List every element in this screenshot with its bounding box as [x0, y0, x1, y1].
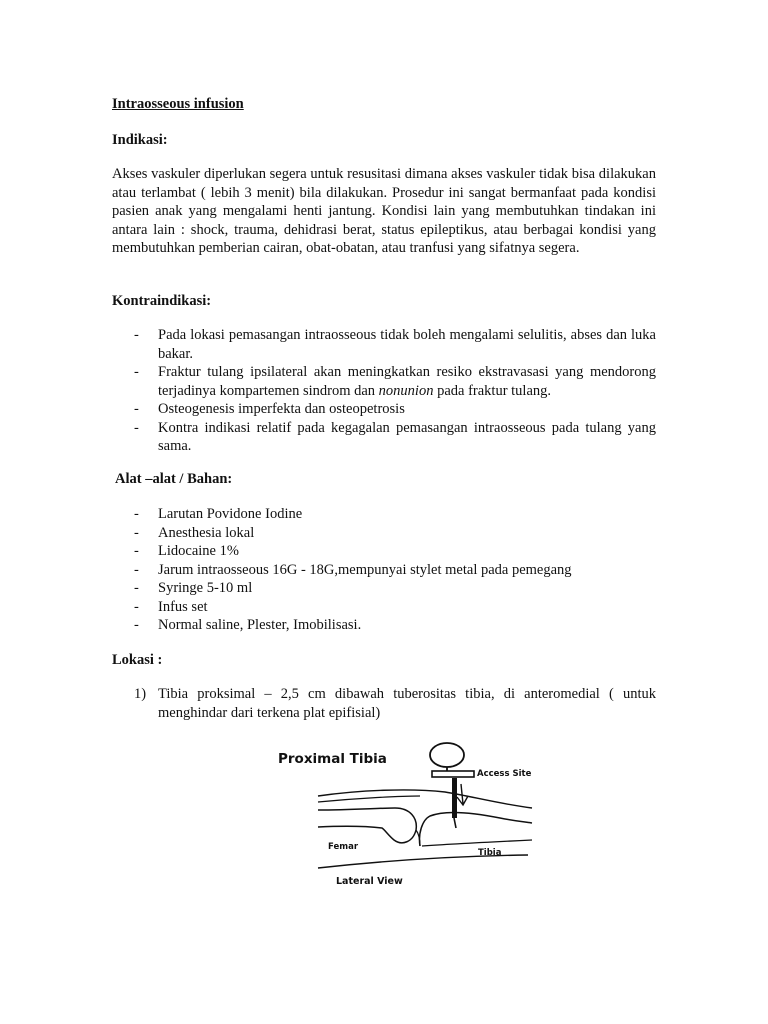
- list-item: [112, 542, 656, 561]
- kontraindikasi-list: [112, 326, 656, 456]
- list-item: [112, 363, 656, 400]
- indikasi-heading: Indikasi:: [112, 132, 168, 148]
- proximal-tibia-diagram: [270, 738, 550, 888]
- list-item: [112, 616, 656, 635]
- list-item: [112, 326, 656, 363]
- list-item-text: Anesthesia lokal: [158, 524, 255, 541]
- list-item: [112, 579, 656, 598]
- list-item-text: Osteogenesis imperfekta dan osteopetrosis: [158, 401, 405, 417]
- list-item: [112, 505, 656, 524]
- alat-list: [112, 505, 656, 635]
- needle-handle-icon: [432, 771, 474, 777]
- list-item-text: Syringe 5-10 ml: [158, 580, 253, 596]
- alat-heading: Alat –alat / Bahan:: [115, 471, 233, 487]
- list-number: 1): [134, 686, 147, 702]
- kontraindikasi-heading: Kontraindikasi:: [112, 293, 212, 309]
- list-item-text: Infus set: [158, 598, 208, 615]
- bullet-marker: -: [134, 524, 139, 541]
- list-item: [112, 685, 656, 722]
- bullet-marker: -: [134, 598, 139, 615]
- lokasi-heading: Lokasi :: [112, 652, 163, 668]
- bullet-marker: -: [134, 561, 139, 578]
- list-item-text: Jarum intraosseous 16G - 18G,mempunyai stylet metal pada pemegang: [158, 561, 572, 578]
- bullet-marker: -: [134, 419, 139, 436]
- list-item-text: Larutan Povidone Iodine: [158, 506, 303, 522]
- list-item-text: Normal saline, Plester, Imobilisasi.: [158, 617, 362, 633]
- bullet-marker: -: [134, 364, 139, 380]
- indikasi-paragraph: Akses vaskuler diperlukan segera untuk resusitasi dimana akses vaskuler tidak bisa dilakukan atau terlambat ( lebih 3 menit) bila dilakukan. Prosedur ini sangat bermanfaat pada kondisi pasien anak yang mengalami henti jantung. Kondisi lain yang membutuhkan tindakan ini antara lain : shock, trauma, dehidrasi berat, status epileptikus, atau berbagai kondisi yang membutuhkan pemberian cairan, obat-obatan, atau tranfusi yang sifatnya segera.: [112, 166, 656, 256]
- list-item-text: Pada lokasi pemasangan intraosseous tidak boleh mengalami selulitis, abses dan luka bakar.: [158, 327, 656, 362]
- list-item: [112, 400, 656, 419]
- list-item-text: Tibia proksimal – 2,5 cm dibawah tuberositas tibia, di anteromedial ( untuk menghindar dari terkena plat epifisial): [158, 686, 656, 721]
- list-item-text: Kontra indikasi relatif pada kegagalan pemasangan intraosseous pada tulang yang sama.: [158, 419, 656, 454]
- figure-title: Proximal Tibia: [278, 751, 387, 767]
- list-item: [112, 524, 656, 543]
- access-site-label: Access Site: [477, 769, 532, 779]
- bullet-marker: -: [134, 580, 139, 596]
- list-item: [112, 419, 656, 456]
- list-item: [112, 561, 656, 580]
- bullet-marker: -: [134, 401, 139, 417]
- bullet-marker: -: [134, 543, 139, 559]
- bullet-marker: -: [134, 617, 139, 633]
- femur-outline: [318, 808, 416, 843]
- bullet-marker: -: [134, 327, 139, 343]
- list-item-text: Lidocaine 1%: [158, 543, 239, 559]
- bullet-marker: -: [134, 506, 139, 522]
- syringe-bulb-icon: [430, 743, 464, 767]
- list-item-text: pada fraktur tulang.: [433, 382, 552, 399]
- tibia-label: Tibia: [478, 848, 502, 858]
- list-item-text: Fraktur tulang ipsilateral akan meningkatkan resiko ekstravasasi yang mendorong terjadinya kompartemen sindrom dan: [158, 364, 656, 399]
- figure-caption: Lateral View: [336, 876, 403, 887]
- proximal-tibia-figure: [270, 738, 550, 888]
- document-title: Intraosseous infusion: [112, 96, 244, 112]
- list-item: [112, 598, 656, 617]
- lokasi-list: [112, 685, 656, 722]
- femur-label: Femar: [328, 842, 359, 852]
- list-item-italic: nonunion: [378, 382, 434, 399]
